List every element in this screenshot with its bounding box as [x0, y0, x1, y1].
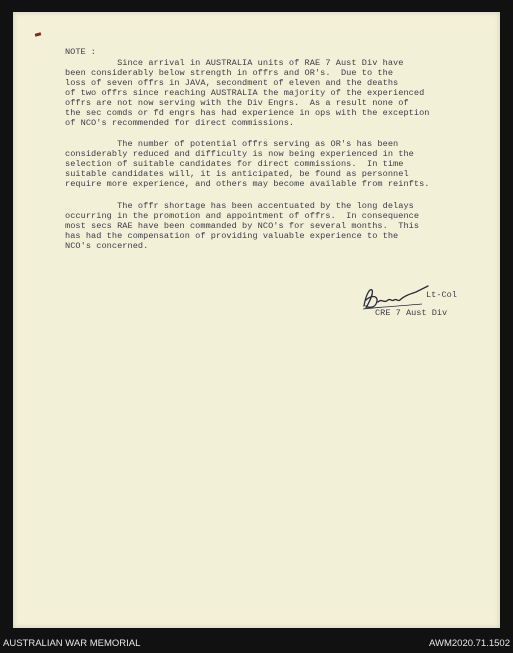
- document-page: [13, 12, 500, 628]
- text-line: The offr shortage has been accentuated by the long delays: [65, 201, 414, 211]
- text-line: The number of potential offrs serving as OR's has been: [65, 139, 399, 149]
- text-line: has had the compensation of providing valuable experience to the: [65, 231, 399, 241]
- text-line: loss of seven offrs in JAVA, secondment of eleven and the deaths: [65, 78, 399, 88]
- footer-institution: AUSTRALIAN WAR MEMORIAL: [3, 638, 141, 649]
- text-line: NCO's concerned.: [65, 241, 149, 251]
- text-line: require more experience, and others may become available from reinfts.: [65, 179, 430, 189]
- note-label: NOTE :: [65, 47, 96, 57]
- signature-rank: Lt-Col: [426, 290, 457, 300]
- text-line: suitable candidates will, it is anticipated, be found as personnel: [65, 169, 409, 179]
- text-line: occurring in the promotion and appointment of offrs. In consequence: [65, 211, 420, 221]
- text-line: most secs RAE have been commanded by NCO's for several months. This: [65, 221, 420, 231]
- text-line: selection of suitable candidates for direct commissions. In time: [65, 159, 404, 169]
- text-line: been considerably below strength in offrs and OR's. Due to the: [65, 68, 394, 78]
- footer-accession-number: AWM2020.71.1502: [429, 638, 510, 649]
- red-ink-mark: [35, 32, 42, 36]
- text-line: the sec comds or fd engrs has had experience in ops with the exception: [65, 108, 430, 118]
- text-line: considerably reduced and difficulty is now being experienced in the: [65, 149, 414, 159]
- text-line: offrs are not now serving with the Div Engrs. As a result none of: [65, 98, 409, 108]
- text-line: of two offrs since reaching AUSTRALIA the majority of the experienced: [65, 88, 425, 98]
- signature-title: CRE 7 Aust Div: [375, 308, 448, 318]
- text-line: of NCO's recommended for direct commissions.: [65, 118, 295, 128]
- text-line: Since arrival in AUSTRALIA units of RAE 7 Aust Div have: [65, 58, 404, 68]
